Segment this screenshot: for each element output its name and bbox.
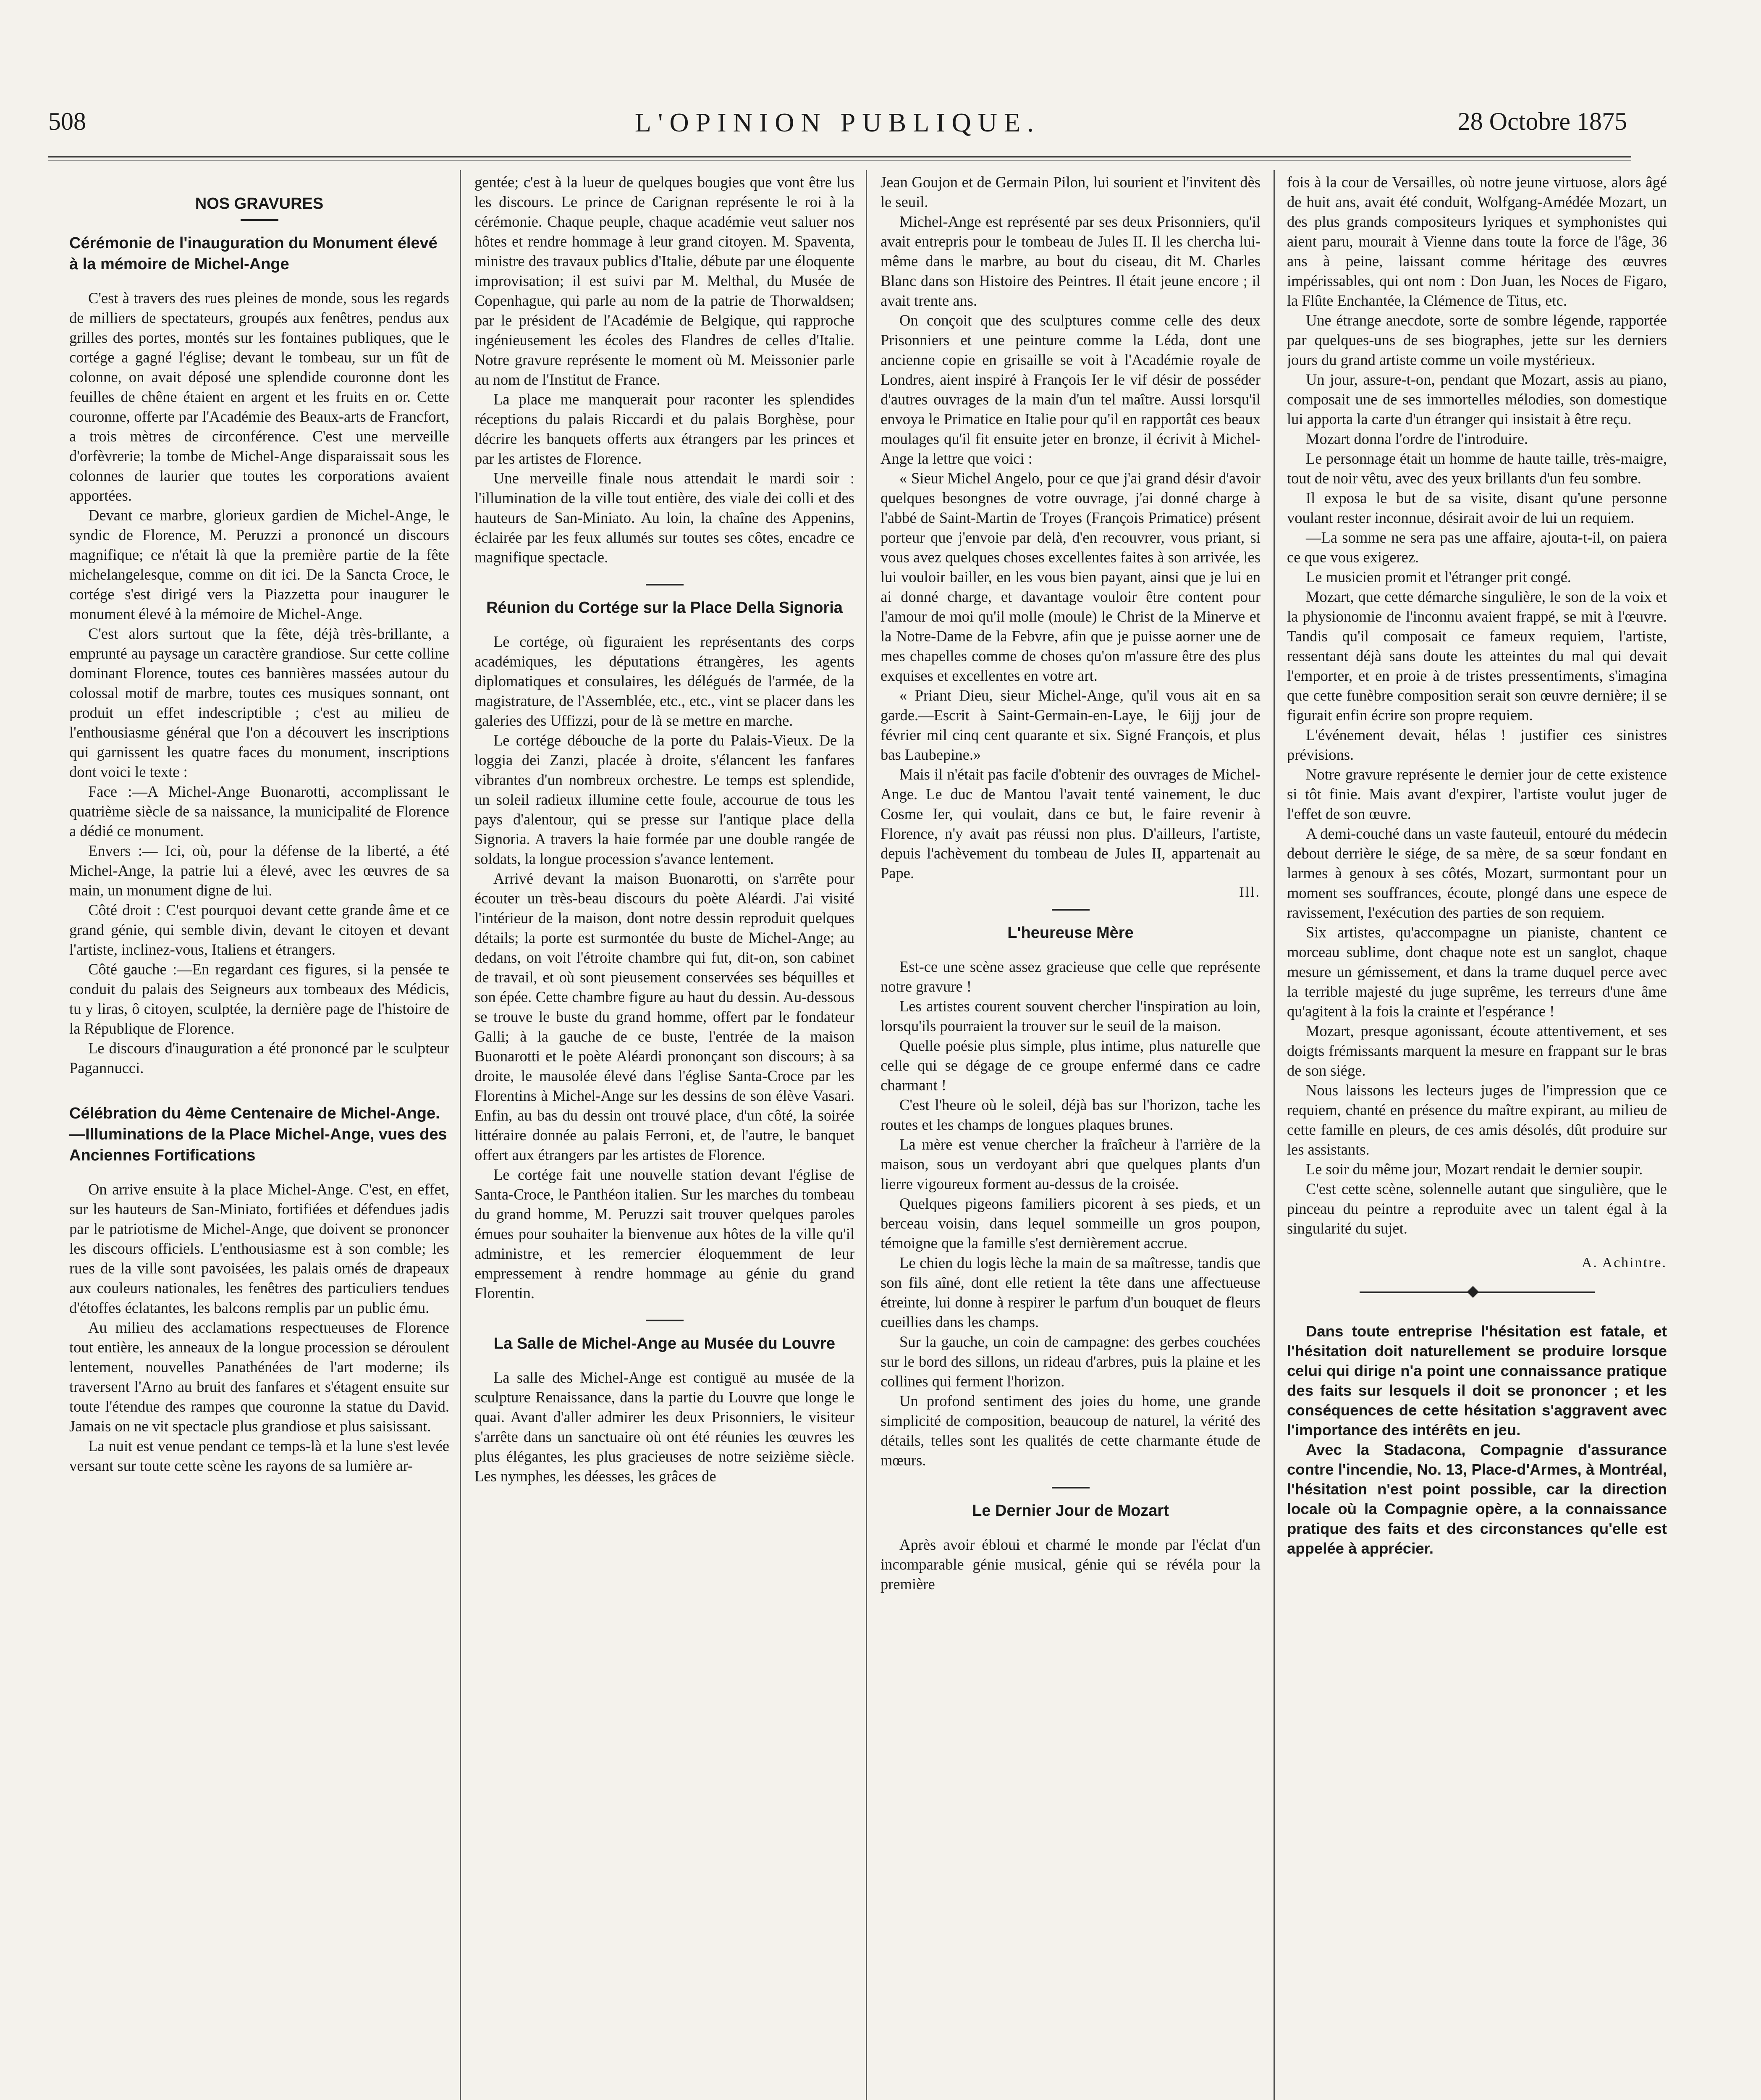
article-paragraph: C'est l'heure où le soleil, déjà bas sur l'horizon, tache les routes et les champs de longues plaques brunes.	[880, 1096, 1260, 1133]
article-paragraph: Est-ce une scène assez gracieuse que celle que représente notre gravure !	[880, 958, 1260, 995]
insurance-notice: Avec la Stadacona, Compagnie d'assurance contre l'incendie, No. 13, Place-d'Armes, à Montréal, l'hésitation n'est point possible, car la direction locale où la Compagnie opère, a la connaissance pratique des faits et des circonstances qu'elle est appelée à apprécier.	[1287, 1441, 1667, 1557]
article-paragraph: Une merveille finale nous attendait le mardi soir : l'illumination de la ville tout entière, des viale dei colli et des hauteurs de San-Miniato. Au loin, la chaîne des Appenins, éclairée par les feux allumés sur toutes ses côtes, encadre ce magnifique spectacle.	[474, 470, 854, 566]
article-paragraph: Jean Goujon et de Germain Pilon, lui sourient et l'invitent dès le seuil.	[880, 173, 1260, 210]
article-paragraph: Le chien du logis lèche la main de sa maîtresse, tandis que son fils aîné, dont elle retient la tête dans une affectueuse étreinte, lui donne à respirer le parfum d'un bouquet de fleurs cueillies dans les champs.	[880, 1254, 1260, 1331]
article-paragraph: Six artistes, qu'accompagne un pianiste, chantent ce morceau sublime, dont chaque note est un sanglot, chaque mesure un gémissement, et dans la trame duquel perce avec la terrible majesté du juge suprême, les terreurs d'une âme qu'agitent à la fois la crainte et l'espérance !	[1287, 924, 1667, 1020]
header-rule-thin	[48, 160, 1631, 161]
article-paragraph: Le discours d'inauguration a été prononcé par le sculpteur Pagannucci.	[69, 1040, 449, 1076]
column-divider	[460, 170, 461, 2100]
article-paragraph: C'est alors surtout que la fête, déjà très-brillante, a emprunté au paysage un caractère grandiose. Sur cette colline dominant Florence, toutes ces bannières massées autour du colossal motif de marbre, toutes ces musiques sonnant, ont produit un effet indescriptible ; c'est au milieu de l'enthousiasme général que l'on a découvert les inscriptions qui garnissent les quatre faces du monument, inscriptions dont voici le texte :	[69, 625, 449, 780]
article-paragraph: C'est cette scène, solennelle autant que singulière, que le pinceau du peintre a reproduite avec un talent égal à la singularité du sujet.	[1287, 1180, 1667, 1237]
insurance-notice: Dans toute entreprise l'hésitation est fatale, et l'hésitation doit naturellement se produire lorsque celui qui dirige n'a point une connaissance pratique des faits sur lesquels il doit se prononcer ; et les conséquences de cette hésitation s'aggravent avec l'importance des intérêts en jeu.	[1287, 1323, 1667, 1438]
article-paragraph: C'est à travers des rues pleines de monde, sous les regards de milliers de spectateurs, groupés aux fenêtres, pendus aux grilles des portes, montés sur les fontaines publiques, que le cortége a gagné l'église; devant le tombeau, sur un fût de colonne, on avait déposé une splendide couronne dont les feuilles de chêne étaient en argent et les fruits en or. Cette couronne, offerte par l'Académie des Beaux-arts de Francfort, a trois mètres de circonférence. C'est une merveille d'orfèvrerie; la tombe de Michel-Ange disparaissait sous les colonnes de laurier que toutes les corporations avaient apportées.	[69, 289, 449, 504]
article-heading: L'heureuse Mère	[1007, 924, 1134, 942]
article-paragraph: On conçoit que des sculptures comme celle des deux Prisonniers et une peinture comme la Léda, dont une ancienne copie en grisaille se voit à l'Académie royale de Londres, aient inspiré à François Ier le vif désir de posséder d'autres ouvrages de la main d'un tel maître. Aussi lorsqu'il envoya le Primatice en Italie pour qu'il en rapportât ces beaux moulages qu'il fit ensuite jeter en bronze, il écrivit à Michel-Ange la lettre que voici :	[880, 312, 1260, 467]
letter-paragraph: « Sieur Michel Angelo, pour ce que j'ai grand désir d'avoir quelques besongnes de votre ouvrage, j'ai donné charge à l'abbé de Saint-Martin de Troyes (François Primatice) présent porteur que j'envoie par delà, d'en recouvrer, vous priant, si vous avez quelques choses excellentes faites à son arrivée, les lui vouloir bailler, en les vous bien payant, ainsi que je lui en ai donné charge, et davantage vouloir être content pour l'amour de moi qu'il molle (moule) le Christ de la Minerve et la Notre-Dame de la Febvre, afin que je puisse aorner une de mes chapelles comme de choses qu'on m'assure être des plus exquises et excellentes en votre art.	[880, 470, 1260, 684]
article-heading: Le Dernier Jour de Mozart	[972, 1502, 1169, 1520]
article-paragraph: Quelle poésie plus simple, plus intime, plus naturelle que celle qui se dégage de ce groupe enfermé dans ce cadre charmant !	[880, 1037, 1260, 1094]
header-rule	[48, 156, 1631, 158]
article-paragraph: Mozart donna l'ordre de l'introduire.	[1306, 430, 1528, 447]
article-paragraph: La salle des Michel-Ange est contiguë au musée de la sculpture Renaissance, dans la partie du Louvre que longe le quai. Avant d'aller admirer les deux Prisonniers, le visiteur s'arrête dans un sanctuaire où ont été réunies les œuvres les plus élégantes, les plus gracieuses de notre seizième siècle. Les nymphes, les déesses, les grâces de	[474, 1369, 854, 1485]
article-paragraph: On arrive ensuite à la place Michel-Ange. C'est, en effet, sur les hauteurs de San-Miniato, fortifiées et défendues jadis par le patriotisme de Michel-Ange, que doivent se prononcer les discours officiels. L'enthousiasme est à son comble; les rues de la ville sont pavoisées, les palais ornés de drapeaux aux couleurs nationales, les fenêtres des particuliers tendues d'étoffes éclatantes, les balcons remplis par un public ému.	[69, 1181, 449, 1316]
section-rule	[1052, 909, 1090, 911]
ornament-divider	[1360, 1288, 1595, 1296]
article-paragraph: Mozart, presque agonissant, écoute attentivement, et ses doigts frémissants marquent la mesure en frappant sur le bras de son siége.	[1287, 1022, 1667, 1079]
article-paragraph: Devant ce marbre, glorieux gardien de Michel-Ange, le syndic de Florence, M. Peruzzi a prononcé un discours magnifique; ce n'était là que la première partie de la fête michelangelesque, comme on dit ici. De la Sancta Croce, le cortége s'est dirigé vers la Piazzetta pour inaugurer le monument élevé à la mémoire de Michel-Ange.	[69, 507, 449, 622]
section-rule	[646, 1320, 684, 1321]
inscription-cote-gauche: Côté gauche :—En regardant ces figures, si la pensée te conduit du palais des Seigneurs aux tombeaux des Médicis, tu y liras, ô citoyen, sculptée, la dernière page de l'histoire de la République de Florence.	[69, 961, 449, 1037]
article-heading: Célébration du 4ème Centenaire de Michel-Ange.—Illuminations de la Place Michel-Ange, vues des Anciennes Fortifications	[69, 1105, 447, 1164]
article-paragraph: Les artistes courent souvent chercher l'inspiration au loin, lorsqu'ils pourraient la trouver sur le seuil de la maison.	[880, 998, 1260, 1034]
masthead-title: L'OPINION PUBLIQUE.	[634, 108, 1041, 137]
column-1	[69, 172, 449, 2100]
article-paragraph: Le soir du même jour, Mozart rendait le dernier soupir.	[1306, 1160, 1643, 1178]
article-paragraph: Un jour, assure-t-on, pendant que Mozart, assis au piano, composait une de ses immortelles mélodies, son domestique lui apporta la carte d'un étranger qui insistait à être reçu.	[1287, 371, 1667, 428]
page-number: 508	[48, 108, 86, 135]
article-paragraph: Au milieu des acclamations respectueuses de Florence tout entière, les anneaux de la longue procession se déroulent lentement, nouvelles Panathénées de l'art moderne; ils traversent l'Arno au bruit des fanfares et s'étagent ensuite sur toute l'étendue des rampes que couronne la statue du David. Jamais on ne vit spectacle plus grandiose et plus saisissant.	[69, 1319, 449, 1435]
article-paragraph: Il exposa le but de sa visite, disant qu'une personne voulant rester inconnue, désirait avoir de lui un requiem.	[1287, 489, 1667, 526]
column-3	[880, 172, 1260, 2100]
article-paragraph: Le personnage était un homme de haute taille, très-maigre, tout de noir vêtu, avec des yeux brillants d'un feu sombre.	[1287, 450, 1667, 487]
article-paragraph: Après avoir ébloui et charmé le monde par l'éclat d'un incomparable génie musical, génie qui se révéla pour la première	[880, 1536, 1260, 1593]
article-paragraph: La place me manquerait pour raconter les splendides réceptions du palais Riccardi et du palais Borghèse, pour décrire les banquets offerts aux étrangers par les princes et par les artistes de Florence.	[474, 391, 854, 467]
article-paragraph: Mozart, que cette démarche singulière, le son de la voix et la physionomie de l'inconnu avaient frappé, se mit à l'œuvre. Tandis qu'il composait ce fameux requiem, l'artiste, ressentant déjà sans doute les atteintes du mal qui devait l'emporter, et en proie à de tristes pressentiments, s'imagina que cette funèbre composition serait son œuvre dernière; il se figurait enfin écrire son propre requiem.	[1287, 588, 1667, 724]
inscription-envers: Envers :— Ici, où, pour la défense de la liberté, a été Michel-Ange, la patrie lui a élevé, avec les œuvres de sa main, un monument digne de lui.	[69, 842, 449, 899]
inscription-face: Face :—A Michel-Ange Buonarotti, accomplissant le quatrième siècle de sa naissance, la municipalité de Florence a dédié ce monument.	[69, 783, 449, 840]
article-paragraph: Quelques pigeons familiers picorent à ses pieds, et un berceau voisin, dans lequel sommeille un gros poupon, témoigne que la famille s'est dernièrement accrue.	[880, 1195, 1260, 1252]
section-rule	[241, 219, 278, 221]
author-signature: A. Achintre.	[1581, 1255, 1667, 1270]
article-paragraph: Mais il n'était pas facile d'obtenir des ouvrages de Michel-Ange. Le duc de Mantou l'avait tenté vainement, le duc Cosme Ier, qui voulait, dans ce but, le faire revenir à Florence, n'y avait pas réussi non plus. D'ailleurs, l'artiste, depuis l'achèvement du tombeau de Jules II, appartenait au Pape.	[880, 766, 1260, 882]
article-paragraph: Un profond sentiment des joies du home, une grande simplicité de composition, beaucoup de naturel, la vérité des détails, telles sont les qualités de cette charmante étude de mœurs.	[880, 1392, 1260, 1469]
column-divider	[1274, 170, 1275, 2100]
column-4	[1287, 172, 1667, 2100]
section-rule	[646, 584, 684, 585]
article-paragraph: Sur la gauche, un coin de campagne: des gerbes couchées sur le bord des sillons, un rideau d'arbres, puis la plaine et les collines qui ferment l'horizon.	[880, 1333, 1260, 1390]
article-paragraph: Le cortége fait une nouvelle station devant l'église de Santa-Croce, le Panthéon italien. Sur les marches du tombeau du grand homme, M. Peruzzi sait trouver quelques paroles émues pour souhaiter la bienvenue aux hôtes de la ville qu'il administre, et les remercier éloquemment de leur empressement à rendre hommage au génie du grand Florentin.	[474, 1166, 854, 1302]
author-signature: Ill.	[1239, 885, 1260, 900]
article-heading: Cérémonie de l'inauguration du Monument élevé à la mémoire de Michel-Ange	[69, 234, 438, 273]
article-paragraph: L'événement devait, hélas ! justifier ces sinistres prévisions.	[1287, 726, 1667, 763]
article-paragraph: Arrivé devant la maison Buonarotti, on s'arrête pour écouter un très-beau discours du poète Aléardi. J'ai visité l'intérieur de la maison, dont notre dessin reproduit quelques détails; la porte est surmontée du buste de Michel-Ange; au dedans, on voit l'étroite chambre qui fut, dit-on, son cabinet de travail, et où sont pieusement conservées ses béquilles et son épée. Cette chambre figure au haut du dessin. Au-dessous se trouve le buste du grand homme, offert par le fondateur Galli; à la gauche de ce buste, l'entrée de la maison Buonarotti et le poète Aléardi prononçant son discours; à sa droite, le mausolée élevé dans l'église Santa-Croce par les Florentins à Michel-Ange sur les dessins de son élève Vasari. Enfin, au bas du dessin ont trouvé place, d'un côté, la soirée littéraire donnée au palais Ferroni, et, de l'autre, le banquet offert aux étrangers par les artistes de Florence.	[474, 870, 854, 1163]
issue-date: 28 Octobre 1875	[1457, 108, 1627, 135]
article-paragraph: A demi-couché dans un vaste fauteuil, entouré du médecin debout derrière le siége, de sa mère, de sa sœur fondant en larmes à genoux à ses côtés, Mozart, surmontant pour un moment ses souffrances, écoute, plongé dans une espece de ravissement, l'exécution des parties de son requiem.	[1287, 825, 1667, 921]
article-paragraph: La mère est venue chercher la fraîcheur à l'arrière de la maison, sous un verdoyant abri que quelques plants d'un lierre vigoureux forment au-dessus de la croisée.	[880, 1136, 1260, 1192]
article-paragraph: Nous laissons les lecteurs juges de l'impression que ce requiem, chanté en présence du maître expirant, au milieu de cette famille en pleurs, de ces amis désolés, dût produire sur les assistants.	[1287, 1082, 1667, 1158]
section-title: NOS GRAVURES	[195, 195, 324, 213]
column-divider	[866, 170, 867, 2100]
ornament-diamond-icon	[1467, 1286, 1478, 1298]
article-paragraph: gentée; c'est à la lueur de quelques bougies que vont être lus les discours. Le prince de Carignan représente le roi à la cérémonie. Chaque peuple, chaque académie veut saluer nos hôtes et rendre hommage à leur grand citoyen. M. Spaventa, ministre des travaux publics d'Italie, débute par une éloquente improvisation; il est suivi par M. Melthal, du Musée de Copenhague, qui parle au nom de la patrie de Thorwaldsen; par le président de l'Académie de Belgique, qui rapproche ingénieusement les écoles des Flandres de celles d'Italie. Notre gravure représente le moment où M. Meissonier parle au nom de l'Institut de France.	[474, 173, 854, 388]
article-heading: Réunion du Cortége sur la Place Della Signoria	[486, 599, 843, 617]
article-paragraph: La nuit est venue pendant ce temps-là et la lune s'est levée versant sur toute cette scène les rayons de sa lumière ar-	[69, 1437, 449, 1474]
column-2	[474, 172, 854, 2100]
section-rule	[1052, 1487, 1090, 1488]
article-paragraph: Une étrange anecdote, sorte de sombre légende, rapportée par quelques-uns de ses biographes, jette sur les derniers jours du grand artiste comme un voile mystérieux.	[1287, 312, 1667, 368]
article-paragraph: —La somme ne sera pas une affaire, ajouta-t-il, on paiera ce que vous exigerez.	[1287, 529, 1667, 566]
article-heading: La Salle de Michel-Ange au Musée du Louvre	[494, 1335, 835, 1352]
article-paragraph: Le musicien promit et l'étranger prit congé.	[1306, 568, 1571, 585]
letter-paragraph: « Priant Dieu, sieur Michel-Ange, qu'il vous ait en sa garde.—Escrit à Saint-Germain-en-Laye, le 6ijj jour de février mil cinq cent quarante et six. Signé François, et plus bas Laubepine.»	[880, 687, 1260, 763]
article-paragraph: Le cortége débouche de la porte du Palais-Vieux. De la loggia dei Zanzi, placée à droite, s'élancent les fanfares vibrantes d'un nombreux orchestre. Le temps est splendide, un soleil radieux illumine cette foule, accourue de tous les pays d'alentour, qui se presse sur l'antique place della Signoria. A travers la haie formée par une double rangée de soldats, la longue procession s'avance lentement.	[474, 732, 854, 867]
article-paragraph: Notre gravure représente le dernier jour de cette existence si tôt finie. Mais avant d'expirer, l'artiste voulut juger de l'effet de son œuvre.	[1287, 766, 1667, 822]
article-paragraph: fois à la cour de Versailles, où notre jeune virtuose, alors âgé de huit ans, avait été conduit, Wolfgang-Amédée Mozart, un des plus grands compositeurs lyriques et symphonistes qui aient paru, mourait à Vienne dans toute la force de l'âge, 36 ans à peine, laissant comme héritage des œuvres impérissables, qui ont nom : Don Juan, les Noces de Figaro, la Flûte Enchantée, la Clémence de Titus, etc.	[1287, 173, 1667, 309]
article-paragraph: Michel-Ange est représenté par ses deux Prisonniers, qu'il avait entrepris pour le tombeau de Jules II. Il les chercha lui-même dans le marbre, au bout du ciseau, dit M. Charles Blanc dans son Histoire des Peintres. Il était jeune encore ; il avait trente ans.	[880, 213, 1260, 309]
article-paragraph: Le cortége, où figuraient les représentants des corps académiques, les députations étrangères, les agents diplomatiques et consulaires, les délégués de l'armée, de la magistrature, de l'Assemblée, etc., etc., vint se placer dans les galeries des Uffizzi, pour de là se mettre en marche.	[474, 633, 854, 729]
inscription-cote-droit: Côté droit : C'est pourquoi devant cette grande âme et ce grand génie, qui semble divin, devant le citoyen et devant l'artiste, inclinez-vous, Italiens et étrangers.	[69, 901, 449, 958]
page-header	[48, 107, 1627, 145]
